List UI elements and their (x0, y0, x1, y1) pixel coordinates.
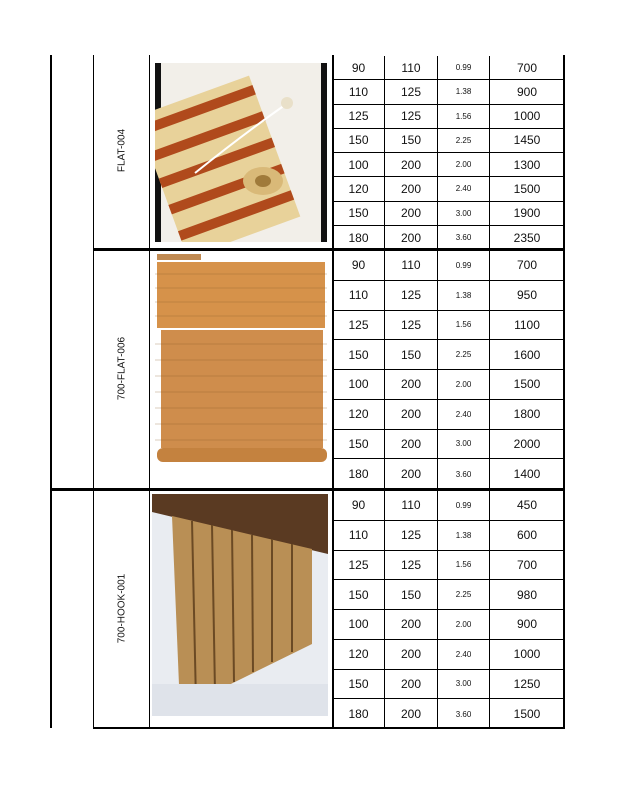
cell-height: 200 (385, 430, 438, 459)
cell-area: 1.38 (438, 80, 490, 103)
cell-price: 900 (516, 84, 538, 99)
cell-area: 3.60 (438, 459, 490, 489)
cell-price: 1100 (514, 317, 540, 332)
table-row (333, 430, 564, 460)
cell-area: 2.25 (438, 580, 490, 609)
cell-height: 150 (385, 340, 438, 369)
cell-width: 100 (333, 153, 385, 176)
cell-width: 120 (333, 177, 385, 200)
product-code: FLAT-004 (116, 128, 128, 173)
cell-height: 110 (385, 56, 438, 79)
table-border-image (149, 55, 150, 728)
cell-area: 1.56 (438, 311, 490, 340)
cell-width: 110 (333, 281, 385, 310)
cell-area: 2.00 (438, 153, 490, 176)
cell-area: 3.00 (438, 202, 490, 225)
cell-price: 900 (516, 617, 538, 632)
cell-area: 2.40 (438, 177, 490, 200)
cell-width: 150 (333, 129, 385, 152)
cell-area: 3.60 (438, 226, 490, 250)
cell-width: 110 (333, 521, 385, 550)
cell-area: 2.40 (438, 400, 490, 429)
table-row (333, 56, 564, 80)
table-row (333, 491, 564, 521)
cell-price: 1250 (513, 676, 541, 691)
striped-roll-blind-photo (155, 63, 327, 242)
cell-height: 150 (385, 580, 438, 609)
table-row (333, 177, 564, 201)
cell-area: 1.56 (438, 105, 490, 128)
cell-price: 1500 (513, 707, 541, 722)
cell-area: 3.60 (438, 699, 490, 729)
cell-area: 2.00 (438, 370, 490, 399)
cell-area: 2.25 (438, 340, 490, 369)
cell-price: 700 (516, 557, 538, 572)
table-row (333, 311, 564, 341)
table-row (333, 281, 564, 311)
table-row (333, 670, 564, 700)
cell-width: 150 (333, 202, 385, 225)
table-row (333, 400, 564, 430)
cell-price: 1800 (513, 407, 541, 422)
cell-width: 150 (333, 670, 385, 699)
cell-width: 90 (333, 491, 385, 520)
table-row (333, 226, 564, 250)
cell-width: 150 (333, 340, 385, 369)
table-row (333, 251, 564, 281)
cell-area: 0.99 (438, 491, 490, 520)
table-row (333, 459, 564, 489)
cell-height: 200 (385, 370, 438, 399)
cell-area: 3.00 (438, 430, 490, 459)
cell-width: 150 (333, 580, 385, 609)
cell-height: 200 (385, 226, 438, 250)
cell-price: 2350 (513, 230, 541, 245)
cell-width: 100 (333, 370, 385, 399)
table-row (333, 340, 564, 370)
cell-height: 125 (385, 281, 438, 310)
product-code: 700-FLAT-006 (116, 336, 128, 401)
cell-height: 110 (385, 491, 438, 520)
cell-area: 2.00 (438, 610, 490, 639)
cell-height: 200 (385, 459, 438, 489)
cell-width: 90 (333, 251, 385, 280)
cell-width: 125 (333, 551, 385, 580)
cell-price: 980 (516, 587, 538, 602)
cell-height: 125 (385, 311, 438, 340)
cell-height: 200 (385, 610, 438, 639)
table-row (333, 521, 564, 551)
cell-width: 150 (333, 430, 385, 459)
cell-width: 120 (333, 400, 385, 429)
table-border-left (50, 55, 52, 728)
table-row (333, 202, 564, 226)
cell-width: 180 (333, 459, 385, 489)
cell-height: 200 (385, 202, 438, 225)
cell-area: 1.56 (438, 551, 490, 580)
cell-price: 1400 (513, 467, 541, 482)
cell-height: 200 (385, 670, 438, 699)
cell-height: 150 (385, 129, 438, 152)
cell-height: 200 (385, 177, 438, 200)
cell-price: 1600 (513, 347, 541, 362)
cell-area: 2.25 (438, 129, 490, 152)
cell-width: 180 (333, 699, 385, 729)
bamboo-flat-blind-photo (155, 254, 327, 468)
cell-price: 1450 (513, 133, 541, 148)
cell-price: 450 (516, 498, 538, 513)
cell-price: 1500 (513, 377, 541, 392)
cell-price: 1300 (513, 157, 541, 172)
cell-width: 125 (333, 105, 385, 128)
table-row (333, 129, 564, 153)
cell-width: 100 (333, 610, 385, 639)
cell-height: 200 (385, 640, 438, 669)
cell-height: 125 (385, 521, 438, 550)
table-row (333, 610, 564, 640)
cell-price: 1000 (513, 109, 541, 124)
cell-price: 600 (516, 528, 538, 543)
hook-blind-window-photo (152, 494, 328, 716)
cell-price: 1500 (513, 181, 541, 196)
cell-price: 950 (516, 288, 538, 303)
table-row (333, 370, 564, 400)
product-code: 700-HOOK-001 (116, 573, 128, 644)
cell-area: 1.38 (438, 521, 490, 550)
table-row (333, 80, 564, 104)
cell-height: 125 (385, 551, 438, 580)
table-row (333, 580, 564, 610)
cell-area: 3.00 (438, 670, 490, 699)
cell-height: 125 (385, 80, 438, 103)
cell-height: 110 (385, 251, 438, 280)
table-row (333, 105, 564, 129)
cell-price: 700 (516, 258, 538, 273)
table-border-code (93, 55, 94, 728)
cell-height: 125 (385, 105, 438, 128)
table-row (333, 640, 564, 670)
cell-price: 2000 (513, 436, 541, 451)
cell-area: 0.99 (438, 251, 490, 280)
table-row (333, 699, 564, 729)
cell-price: 1900 (513, 206, 541, 221)
table-row (333, 153, 564, 177)
cell-width: 120 (333, 640, 385, 669)
cell-width: 125 (333, 311, 385, 340)
cell-width: 110 (333, 80, 385, 103)
cell-width: 180 (333, 226, 385, 250)
cell-height: 200 (385, 153, 438, 176)
cell-width: 90 (333, 56, 385, 79)
cell-height: 200 (385, 699, 438, 729)
cell-area: 1.38 (438, 281, 490, 310)
cell-area: 0.99 (438, 56, 490, 79)
cell-price: 1000 (513, 647, 541, 662)
cell-price: 700 (516, 60, 538, 75)
cell-height: 200 (385, 400, 438, 429)
table-row (333, 551, 564, 581)
cell-area: 2.40 (438, 640, 490, 669)
